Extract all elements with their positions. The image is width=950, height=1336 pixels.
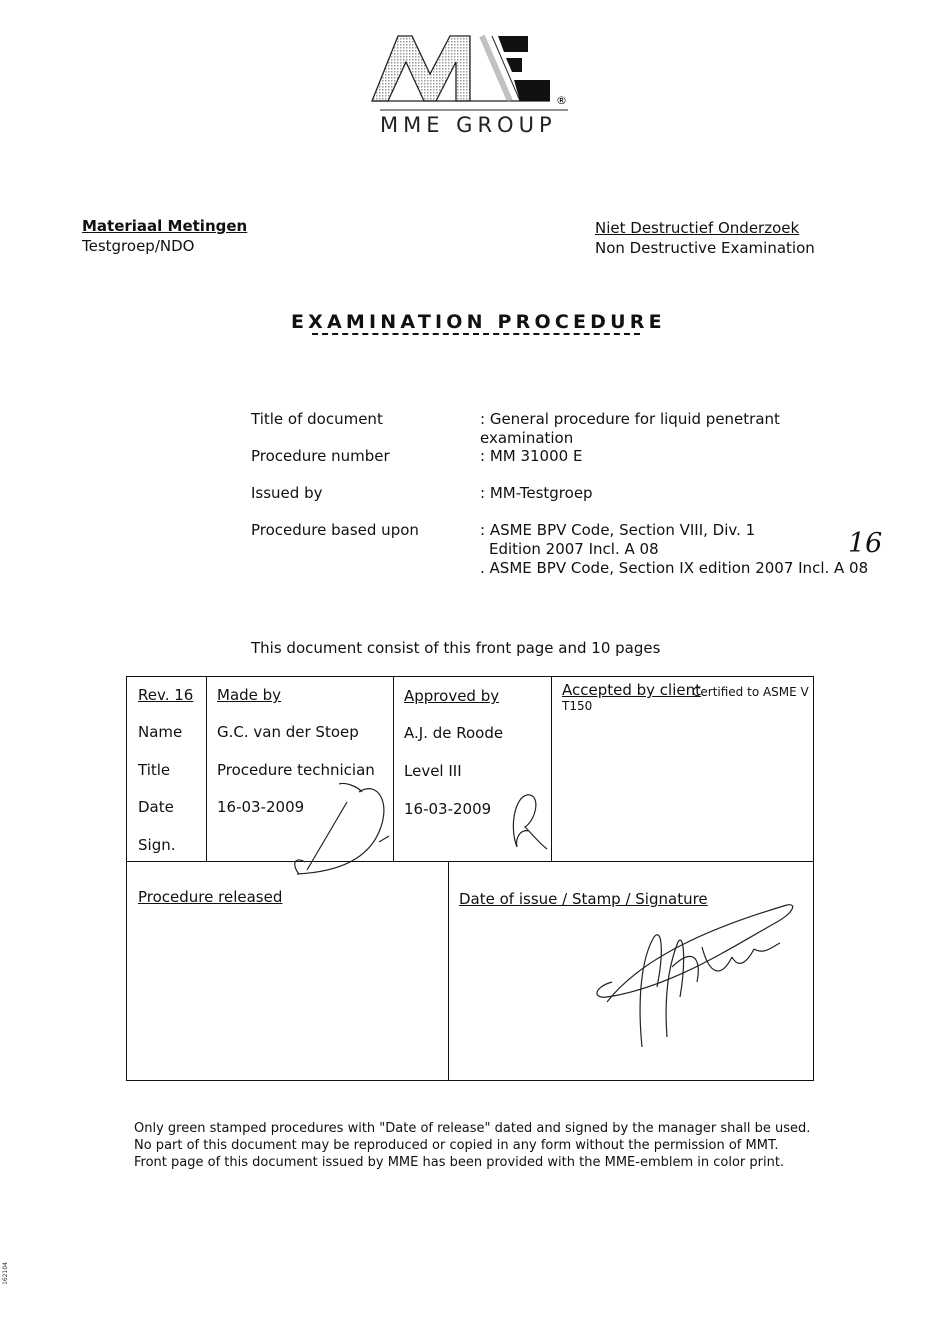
row-label-date: Date: [138, 798, 174, 816]
footer-line2: No part of this document may be reproduced or copied in any form without the permission of MMT.: [134, 1138, 779, 1153]
title-value: : General procedure for liquid penetrant examination: [480, 410, 780, 447]
based-label: Procedure based upon: [251, 521, 419, 539]
row-label-title: Title: [138, 761, 171, 779]
info-row-based: [251, 521, 871, 577]
title-underline: [312, 333, 640, 335]
accepted-header: Accepted by client: [562, 681, 702, 699]
org-name: Materiaal Metingen: [82, 217, 248, 235]
document-title: EXAMINATION PROCEDURE: [291, 311, 666, 333]
approval-table: [126, 676, 814, 1081]
date-of-issue-label: Date of issue / Stamp / Signature: [459, 890, 708, 908]
rev-label: Rev. 16: [138, 686, 194, 704]
made-by-header: Made by: [217, 686, 282, 704]
page-count-note: This document consist of this front page and 10 pages: [251, 639, 661, 657]
info-row-issued: [251, 484, 871, 521]
issued-label: Issued by: [251, 484, 323, 502]
based-line3: . ASME BPV Code, Section IX edition 2007 Incl. A 08: [480, 559, 869, 577]
approved-by-date: 16-03-2009: [404, 800, 492, 818]
side-code: 162104: [2, 1262, 9, 1285]
signature-approved-by: [507, 787, 557, 857]
procedure-released-label: Procedure released: [138, 888, 283, 906]
logo-text: MME GROUP: [380, 113, 557, 137]
approved-by-title: Level III: [404, 762, 462, 780]
approved-by-name: A.J. de Roode: [404, 724, 504, 742]
header-right: [595, 218, 815, 258]
number-label: Procedure number: [251, 447, 390, 465]
made-by-title: Procedure technician: [217, 761, 375, 779]
dept-name: Testgroep/NDO: [82, 237, 195, 255]
made-by-date: 16-03-2009: [217, 798, 305, 816]
info-row-number: [251, 447, 871, 484]
header-right-line2: Non Destructive Examination: [595, 239, 815, 257]
header-left: [82, 216, 247, 256]
info-block: [251, 410, 871, 577]
footer-line1: Only green stamped procedures with "Date of release" dated and signed by the manager shall be used.: [134, 1121, 811, 1136]
handwritten-revision: 16: [848, 528, 883, 559]
approved-by-header: Approved by: [404, 687, 500, 705]
registered-mark: ®: [556, 94, 567, 107]
made-by-name: G.C. van der Stoep: [217, 723, 359, 741]
accepted-note: Certified to ASME V T150: [562, 685, 809, 713]
row-label-name: Name: [138, 723, 183, 741]
row-label-sign: Sign.: [138, 836, 176, 854]
issued-value: : MM-Testgroep: [480, 484, 593, 502]
signature-made-by: [287, 772, 407, 887]
signature-issue: [582, 887, 812, 1057]
based-line2: Edition 2007 Incl. A 08: [489, 540, 659, 558]
title-label: Title of document: [251, 410, 383, 428]
header-right-line1: Niet Destructief Onderzoek: [595, 219, 800, 237]
info-row-title: [251, 410, 871, 447]
based-line1: : ASME BPV Code, Section VIII, Div. 1: [480, 521, 756, 539]
based-value: [480, 521, 868, 578]
number-value: : MM 31000 E: [480, 447, 583, 465]
footer-notes: [134, 1120, 810, 1171]
footer-line3: Front page of this document issued by MME has been provided with the MME-emblem in color print.: [134, 1155, 785, 1170]
